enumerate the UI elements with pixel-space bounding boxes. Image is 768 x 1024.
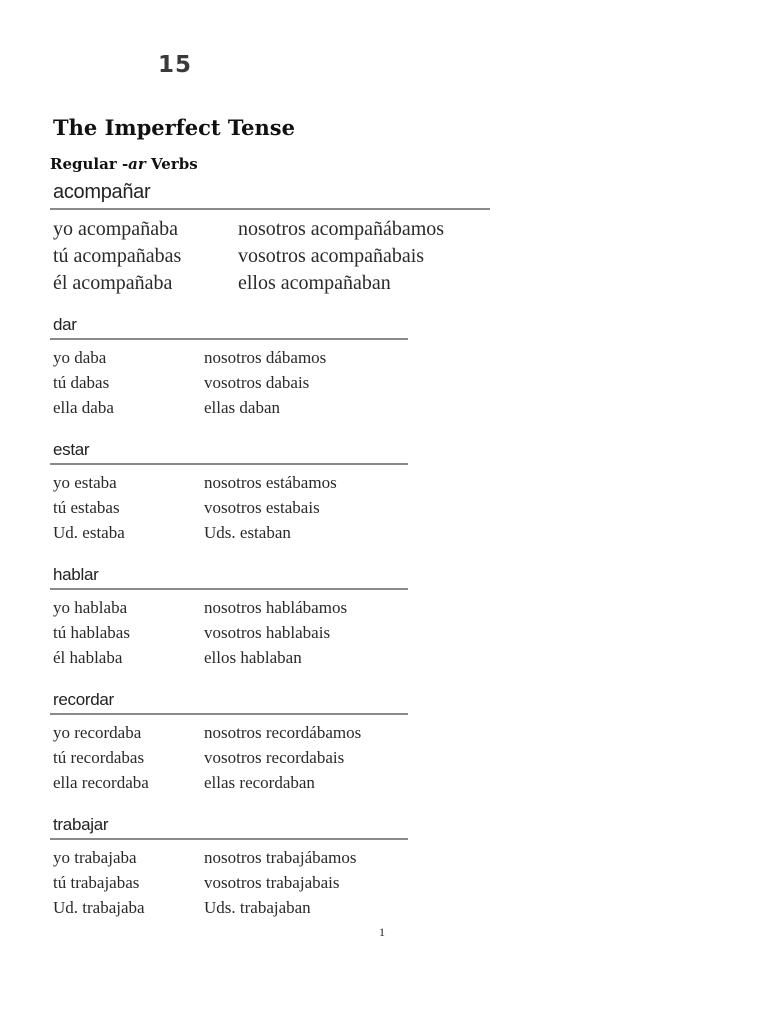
singular-form: él hablaba <box>53 648 123 667</box>
singular-form: yo acompañaba <box>53 218 178 240</box>
plural-form: Uds. estaban <box>204 523 291 542</box>
verb-block-estar <box>50 438 408 545</box>
singular-form: tú estabas <box>53 498 120 517</box>
verb-divider <box>50 338 408 340</box>
conjugation-table <box>53 595 347 670</box>
table-row <box>53 470 337 495</box>
singular-form: tú trabajabas <box>53 873 140 892</box>
table-row <box>53 520 337 545</box>
singular-form: tú hablabas <box>53 623 130 642</box>
table-row <box>53 595 347 620</box>
subtitle-italic: ar <box>128 155 146 173</box>
singular-form: yo estaba <box>53 473 117 492</box>
plural-form: vosotros hablabais <box>204 623 331 642</box>
section-subtitle <box>50 155 198 173</box>
verb-heading: dar <box>53 315 77 334</box>
plural-form: nosotros acompañábamos <box>238 218 445 240</box>
singular-form: yo daba <box>53 348 107 367</box>
table-row <box>53 495 337 520</box>
table-row <box>53 216 444 243</box>
chapter-number: 15 <box>158 52 193 78</box>
table-row <box>53 870 357 895</box>
verb-block-hablar <box>50 563 408 670</box>
verb-divider <box>50 208 490 210</box>
verb-block-dar <box>50 313 408 420</box>
singular-form: ella recordaba <box>53 773 149 792</box>
verb-block-acompanar <box>50 178 490 297</box>
singular-form: tú dabas <box>53 373 110 392</box>
conjugation-table <box>53 216 444 297</box>
plural-form: Uds. trabajaban <box>204 898 311 917</box>
table-row <box>53 370 326 395</box>
singular-form: tú acompañabas <box>53 245 182 267</box>
table-row <box>53 895 357 920</box>
plural-form: nosotros trabajábamos <box>204 848 357 867</box>
plural-form: nosotros recordábamos <box>204 723 362 742</box>
plural-form: nosotros hablábamos <box>204 598 348 617</box>
verb-block-recordar <box>50 688 408 795</box>
conjugation-table <box>53 845 357 920</box>
verb-divider <box>50 588 408 590</box>
plural-form: vosotros dabais <box>204 373 310 392</box>
plural-form: vosotros recordabais <box>204 748 345 767</box>
table-row <box>53 720 361 745</box>
table-row <box>53 270 444 297</box>
plural-form: nosotros estábamos <box>204 473 337 492</box>
verb-heading: trabajar <box>53 815 109 834</box>
table-row <box>53 745 361 770</box>
conjugation-table <box>53 345 326 420</box>
plural-form: ellos acompañaban <box>238 272 391 294</box>
table-row <box>53 345 326 370</box>
plural-form: nosotros dábamos <box>204 348 327 367</box>
singular-form: yo hablaba <box>53 598 128 617</box>
table-row <box>53 645 347 670</box>
table-row <box>53 243 444 270</box>
singular-form: tú recordabas <box>53 748 145 767</box>
singular-form: Ud. estaba <box>53 523 125 542</box>
table-row <box>53 395 326 420</box>
verb-divider <box>50 713 408 715</box>
conjugation-table <box>53 470 337 545</box>
verb-divider <box>50 838 408 840</box>
verb-divider <box>50 463 408 465</box>
verb-heading: acompañar <box>53 181 151 203</box>
plural-form: ellas daban <box>204 398 280 417</box>
verb-heading: estar <box>53 440 90 459</box>
verb-block-trabajar <box>50 813 408 920</box>
table-row <box>53 845 357 870</box>
plural-form: vosotros estabais <box>204 498 320 517</box>
singular-form: yo trabajaba <box>53 848 137 867</box>
singular-form: él acompañaba <box>53 272 173 294</box>
singular-form: ella daba <box>53 398 114 417</box>
page-number: 1 <box>379 925 385 939</box>
verb-heading: recordar <box>53 690 114 709</box>
plural-form: ellos hablaban <box>204 648 302 667</box>
table-row <box>53 770 361 795</box>
page-title: The Imperfect Tense <box>53 115 295 140</box>
table-row <box>53 620 347 645</box>
conjugation-table <box>53 720 361 795</box>
plural-form: ellas recordaban <box>204 773 315 792</box>
singular-form: Ud. trabajaba <box>53 898 145 917</box>
plural-form: vosotros acompañabais <box>238 245 425 267</box>
plural-form: vosotros trabajabais <box>204 873 340 892</box>
subtitle-prefix: Regular - <box>50 155 129 173</box>
singular-form: yo recordaba <box>53 723 142 742</box>
verb-heading: hablar <box>53 565 99 584</box>
subtitle-suffix: Verbs <box>145 155 198 173</box>
